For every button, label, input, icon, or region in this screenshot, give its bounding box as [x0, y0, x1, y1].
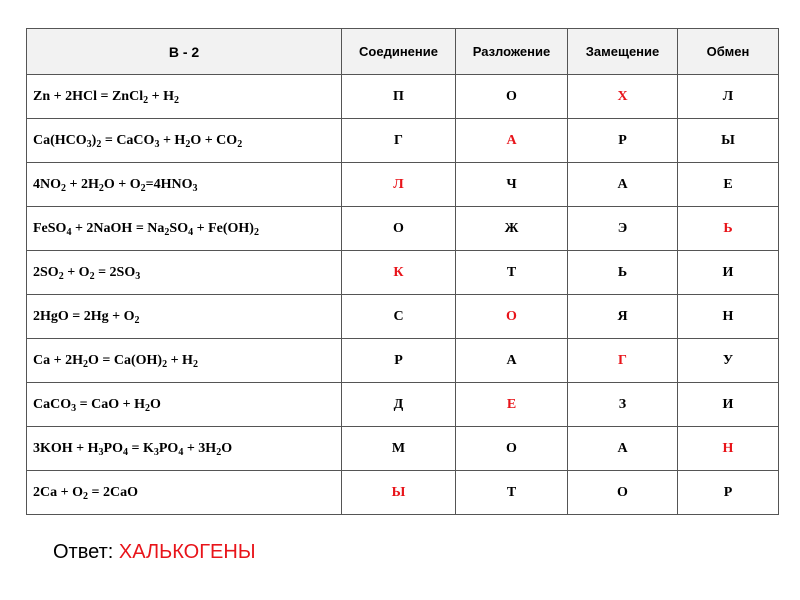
- column-header-decomposition: Разложение: [456, 29, 568, 75]
- equation-subscript: 2: [144, 402, 150, 414]
- equation-text: =4HNO: [145, 176, 193, 192]
- equation-subscript: 2: [185, 138, 191, 150]
- letter-cell-substitution: А: [568, 163, 678, 207]
- equation-subscript: 3: [154, 138, 160, 150]
- letter-cell-decomposition: Т: [456, 251, 568, 295]
- letter-cell-substitution: О: [568, 471, 678, 515]
- letter-cell-exchange: И: [678, 383, 779, 427]
- answer-line: [53, 541, 256, 564]
- table-row: [27, 471, 779, 515]
- equation-subscript: 2: [237, 138, 243, 150]
- letter-cell-substitution: Р: [568, 119, 678, 163]
- letter-cell-substitution: Я: [568, 295, 678, 339]
- letter-cell-exchange: Ь: [678, 207, 779, 251]
- letter-cell-exchange: И: [678, 251, 779, 295]
- column-header-exchange: Обмен: [678, 29, 779, 75]
- reaction-equation: [27, 207, 342, 251]
- equation-subscript: 2: [143, 94, 149, 106]
- letter-cell-decomposition: Т: [456, 471, 568, 515]
- table-row: [27, 383, 779, 427]
- equation-text: = K: [128, 440, 154, 456]
- equation-subscript: 3: [71, 402, 77, 414]
- reaction-equation: [27, 471, 342, 515]
- table-header-row: [27, 29, 779, 75]
- equation-text: O: [221, 440, 233, 456]
- equation-subscript: 2: [96, 138, 102, 150]
- column-header-substitution: Замещение: [568, 29, 678, 75]
- letter-cell-combination: Ы: [342, 471, 456, 515]
- equation-subscript: 3: [98, 446, 104, 458]
- equation-subscript: 2: [134, 314, 140, 326]
- equation-text: + H: [167, 352, 193, 368]
- answer-label: Ответ:: [53, 541, 119, 563]
- equation-subscript: 4: [188, 226, 194, 238]
- equation-subscript: 2: [82, 490, 88, 502]
- reaction-equation: [27, 119, 342, 163]
- equation-text: 2Ca + O: [33, 484, 83, 500]
- reaction-equation: [27, 295, 342, 339]
- equation-subscript: 4: [123, 446, 128, 458]
- letter-cell-substitution: Э: [568, 207, 678, 251]
- table-row: [27, 163, 779, 207]
- equation-text: = CaCO: [101, 132, 155, 148]
- letter-cell-combination: Р: [342, 339, 456, 383]
- reaction-equation: [27, 251, 342, 295]
- equation-subscript: 2: [82, 358, 88, 370]
- letter-cell-decomposition: О: [456, 295, 568, 339]
- equation-text: + 2NaOH = Na: [71, 220, 165, 236]
- variant-header: В - 2: [27, 29, 342, 75]
- equation-text: 3KOH + H: [33, 440, 99, 456]
- table-row: [27, 295, 779, 339]
- equation-text: O: [149, 396, 161, 412]
- equation-text: = CaO + H: [76, 396, 145, 412]
- equation-text: O = Ca(OH): [87, 352, 163, 368]
- equation-text: PO: [158, 440, 179, 456]
- letter-cell-decomposition: Е: [456, 383, 568, 427]
- equation-text: SO: [169, 220, 189, 236]
- equation-subscript: 3: [86, 138, 92, 150]
- equation-text: + 3H: [183, 440, 217, 456]
- equation-text: = 2CaO: [87, 484, 138, 500]
- letter-cell-substitution: Г: [568, 339, 678, 383]
- equation-text: Zn + 2HCl = ZnCl: [33, 88, 144, 104]
- letter-cell-exchange: Р: [678, 471, 779, 515]
- letter-cell-combination: П: [342, 75, 456, 119]
- equation-subscript: 2: [58, 270, 64, 282]
- equation-text: 2HgO = 2Hg + O: [33, 308, 135, 324]
- letter-cell-decomposition: А: [456, 339, 568, 383]
- letter-cell-exchange: Ы: [678, 119, 779, 163]
- column-header-combination: Соединение: [342, 29, 456, 75]
- equation-text: 4NO: [33, 176, 61, 192]
- equation-text: O + O: [103, 176, 141, 192]
- letter-cell-combination: Г: [342, 119, 456, 163]
- reaction-equation: [27, 75, 342, 119]
- equation-subscript: 2: [216, 446, 222, 458]
- letter-cell-combination: О: [342, 207, 456, 251]
- letter-cell-combination: С: [342, 295, 456, 339]
- table-body: [27, 75, 779, 515]
- table-row: [27, 251, 779, 295]
- letter-cell-combination: М: [342, 427, 456, 471]
- letter-cell-substitution: З: [568, 383, 678, 427]
- table-row: [27, 427, 779, 471]
- equation-text: = 2SO: [94, 264, 136, 280]
- equation-subscript: 2: [253, 226, 259, 238]
- equation-text: + H: [159, 132, 186, 148]
- reaction-equation: [27, 339, 342, 383]
- equation-subscript: 4: [178, 446, 184, 458]
- letter-cell-exchange: Е: [678, 163, 779, 207]
- letter-cell-decomposition: Ж: [456, 207, 568, 251]
- letter-cell-exchange: Л: [678, 75, 779, 119]
- letter-cell-decomposition: О: [456, 75, 568, 119]
- table-row: [27, 119, 779, 163]
- letter-cell-exchange: Н: [678, 295, 779, 339]
- equation-subscript: 2: [192, 358, 198, 370]
- letter-cell-substitution: Х: [568, 75, 678, 119]
- equation-subscript: 2: [173, 94, 179, 106]
- table-row: [27, 75, 779, 119]
- letter-cell-exchange: Н: [678, 427, 779, 471]
- equation-subscript: 4: [66, 226, 72, 238]
- letter-cell-decomposition: О: [456, 427, 568, 471]
- equation-text: 2SO: [33, 264, 59, 280]
- table-row: [27, 207, 779, 251]
- reaction-equation: [27, 427, 342, 471]
- equation-text: FeSO: [33, 220, 67, 236]
- answer-value: ХАЛЬКОГЕНЫ: [118, 541, 256, 563]
- equation-text: + 2H: [66, 176, 99, 192]
- reaction-equation: [27, 383, 342, 427]
- equation-subscript: 2: [164, 226, 170, 238]
- table-row: [27, 339, 779, 383]
- equation-text: + H: [148, 88, 174, 104]
- equation-text: + O: [63, 264, 90, 280]
- equation-text: + Fe(OH): [193, 220, 254, 236]
- equation-text: O + CO: [190, 132, 238, 148]
- equation-subscript: 2: [89, 270, 95, 282]
- equation-text: ): [91, 132, 97, 148]
- reaction-equation: [27, 163, 342, 207]
- letter-cell-combination: К: [342, 251, 456, 295]
- letter-cell-combination: Д: [342, 383, 456, 427]
- equation-subscript: 3: [192, 182, 198, 194]
- equation-subscript: 2: [98, 182, 104, 194]
- letter-cell-substitution: Ь: [568, 251, 678, 295]
- letter-cell-decomposition: А: [456, 119, 568, 163]
- letter-cell-substitution: А: [568, 427, 678, 471]
- letter-cell-combination: Л: [342, 163, 456, 207]
- letter-cell-decomposition: Ч: [456, 163, 568, 207]
- equation-subscript: 2: [140, 182, 146, 194]
- equation-text: PO: [103, 440, 123, 456]
- letter-cell-exchange: У: [678, 339, 779, 383]
- equation-text: Ca + 2H: [33, 352, 83, 368]
- reaction-type-table: [26, 28, 779, 515]
- equation-text: CaCO: [33, 396, 72, 412]
- equation-subscript: 2: [162, 358, 168, 370]
- equation-subscript: 3: [135, 270, 141, 282]
- equation-subscript: 3: [153, 446, 159, 458]
- equation-subscript: 2: [61, 182, 66, 194]
- equation-text: Ca(HCO: [33, 132, 87, 148]
